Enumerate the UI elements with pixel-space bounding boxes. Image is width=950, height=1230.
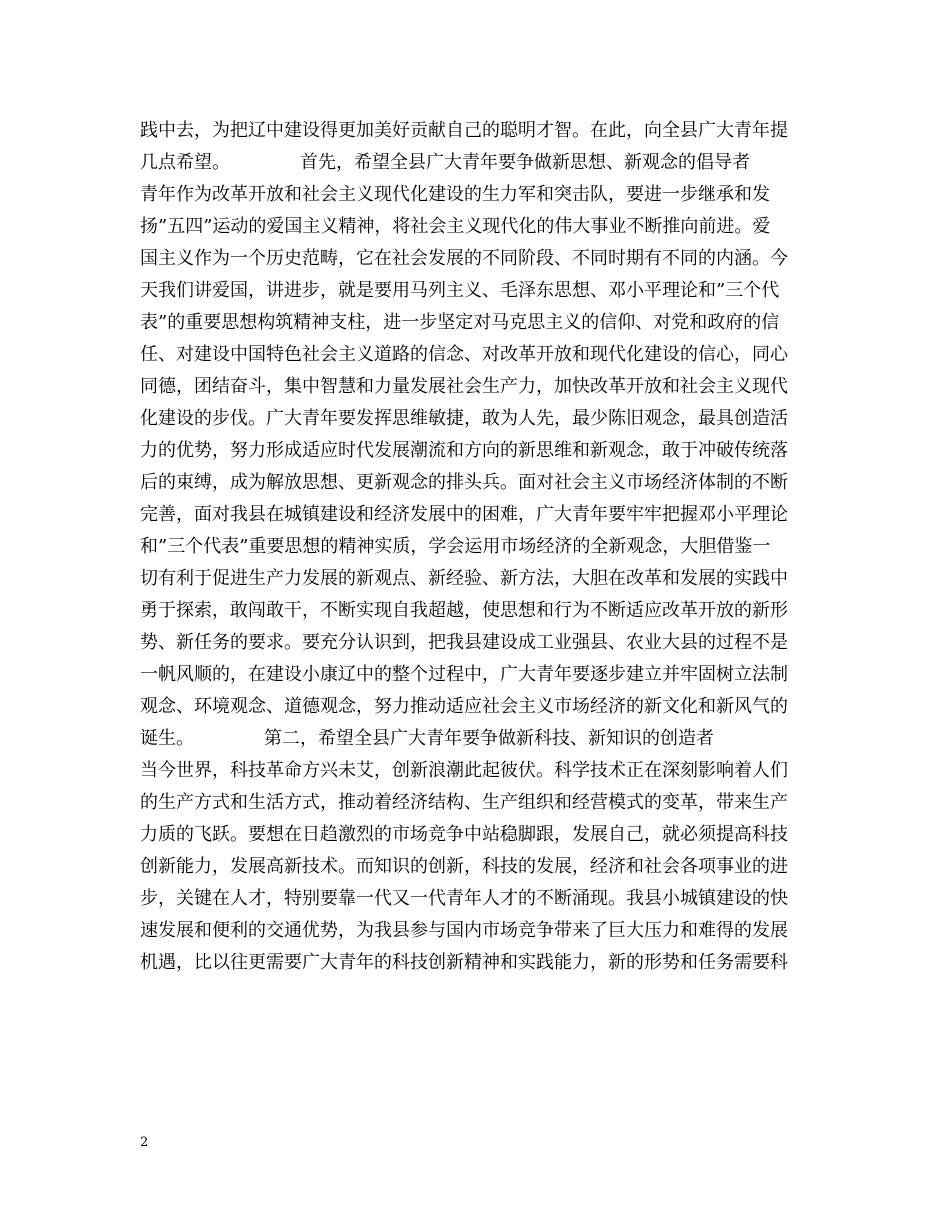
text-line: 步，关键在人才，特别要靠一代又一代青年人才的不断涌现。我县小城镇建设的快 xyxy=(140,888,788,909)
text-line: 诞生。 第二，希望全县广大青年要争做新科技、新知识的创造者 xyxy=(140,728,714,749)
text-line: 和”三个代表”重要思想的精神实质，学会运用市场经济的全新观念，大胆借鉴一 xyxy=(140,536,771,557)
text-line: 国主义作为一个历史范畴，它在社会发展的不同阶段、不同时期有不同的内涵。今 xyxy=(140,248,788,269)
text-line: 表”的重要思想构筑精神支柱，进一步坚定对马克思主义的信仰、对党和政府的信 xyxy=(140,312,780,333)
text-line: 化建设的步伐。广大青年要发挥思维敏捷，敢为人先，最少陈旧观念，最具创造活 xyxy=(140,408,788,429)
text-line: 后的束缚，成为解放思想、更新观念的排头兵。面对社会主义市场经济体制的不断 xyxy=(140,472,788,493)
text-line: 机遇，比以往更需要广大青年的科技创新精神和实践能力，新的形势和任务需要科 xyxy=(140,952,788,973)
text-line: 同德，团结奋斗，集中智慧和力量发展社会生产力，加快改革开放和社会主义现代 xyxy=(140,376,788,397)
section-heading: 首先，希望全县广大青年要争做新思想、新观念的倡导者 xyxy=(300,152,750,173)
body-text xyxy=(140,115,820,979)
text-line: 践中去，为把辽中建设得更加美好贡献自己的聪明才智。在此，向全县广大青年提 xyxy=(140,120,788,141)
page-number: 2 xyxy=(140,1135,149,1150)
text-line: 扬”五四”运动的爱国主义精神，将社会主义现代化的伟大事业不断推向前进。爱 xyxy=(140,216,771,237)
text-line: 观念、环境观念、道德观念，努力推动适应社会主义市场经济的新文化和新风气的 xyxy=(140,696,788,717)
text-line: 一帆风顺的，在建设小康辽中的整个过程中，广大青年要逐步建立并牢固树立法制 xyxy=(140,664,788,685)
text-line: 速发展和便利的交通优势，为我县参与国内市场竞争带来了巨大压力和难得的发展 xyxy=(140,920,788,941)
text-line: 势、新任务的要求。要充分认识到，把我县建设成工业强县、农业大县的过程不是 xyxy=(140,632,788,653)
text-line: 完善，面对我县在城镇建设和经济发展中的困难，广大青年要牢牢把握邓小平理论 xyxy=(140,504,788,525)
text-line: 力质的飞跃。要想在日趋激烈的市场竞争中站稳脚跟，发展自己，就必须提高科技 xyxy=(140,824,788,845)
text-line: 青年作为改革开放和社会主义现代化建设的生力军和突击队，要进一步继承和发 xyxy=(140,184,770,205)
text-line: 的生产方式和生活方式，推动着经济结构、生产组织和经营模式的变革，带来生产 xyxy=(140,792,788,813)
text-line: 切有利于促进生产力发展的新观点、新经验、新方法，大胆在改革和发展的实践中 xyxy=(140,568,788,589)
text-line: 当今世界，科技革命方兴未艾，创新浪潮此起彼伏。科学技术正在深刻影响着人们 xyxy=(140,760,788,781)
section-heading: 第二，希望全县广大青年要争做新科技、新知识的创造者 xyxy=(264,728,714,749)
text-line: 天我们讲爱国，讲进步，就是要用马列主义、毛泽东思想、邓小平理论和”三个代 xyxy=(140,280,780,301)
text-line: 任、对建设中国特色社会主义道路的信念、对改革开放和现代化建设的信心，同心 xyxy=(140,344,788,365)
text-line: 几点希望。 首先，希望全县广大青年要争做新思想、新观念的倡导者 xyxy=(140,152,750,173)
text-line: 力的优势，努力形成适应时代发展潮流和方向的新思维和新观念，敢于冲破传统落 xyxy=(140,440,788,461)
text-line: 创新能力，发展高新技术。而知识的创新，科技的发展，经济和社会各项事业的进 xyxy=(140,856,788,877)
text-line: 勇于探索，敢闯敢干，不断实现自我超越，使思想和行为不断适应改革开放的新形 xyxy=(140,600,788,621)
